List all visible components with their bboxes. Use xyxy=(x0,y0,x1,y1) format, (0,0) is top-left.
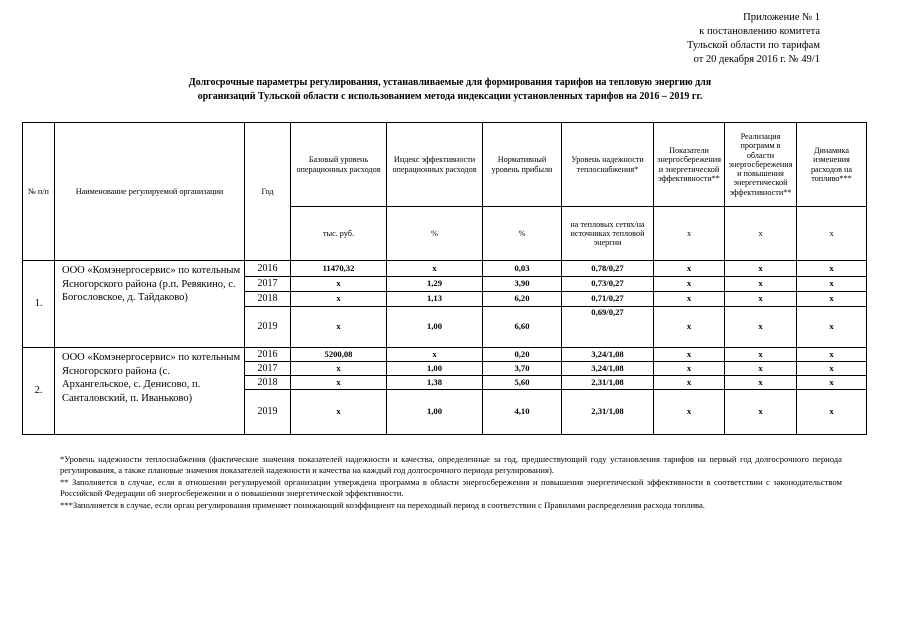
table-row xyxy=(23,261,867,277)
header-reliability: Уровень надежности теплоснабжения* xyxy=(562,123,654,207)
org-name: ООО «Комэнергосервис» по котельным Ясногорского района (с. Архангельское, с. Денисово, п. Санталовский, п. Иваньково) xyxy=(55,348,245,435)
profit-cell: 5,60 xyxy=(483,376,562,390)
dynamics-cell: х xyxy=(797,362,867,376)
programs-cell: х xyxy=(725,261,797,277)
header-org: Наименование регулируемой организации xyxy=(55,123,245,261)
year-cell: 2019 xyxy=(245,390,291,435)
programs-cell: х xyxy=(725,292,797,307)
base-cell: х xyxy=(291,277,387,292)
energy-eff-cell: х xyxy=(654,277,725,292)
header-programs: Реализация программ в области энергосбережения и повышения энергетической эффективности** xyxy=(725,123,797,207)
unit-dynamics: х xyxy=(797,207,867,261)
document-title xyxy=(60,76,840,103)
header-energy-eff: Показатели энергосбережения и энергетической эффективности** xyxy=(654,123,725,207)
reliability-cell: 0,78/0,27 xyxy=(562,261,654,277)
year-cell: 2019 xyxy=(245,307,291,348)
index-cell: 1,13 xyxy=(387,292,483,307)
energy-eff-cell: х xyxy=(654,348,725,362)
header-dynamics: Динамика изменения расходов на топливо*** xyxy=(797,123,867,207)
title-line-2: организаций Тульской области с использованием метода индексации установленных тарифов на 2016 – 2019 гг. xyxy=(197,90,703,102)
appendix-line-4: от 20 декабря 2016 г. № 49/1 xyxy=(693,54,820,65)
appendix-line-3: Тульской области по тарифам xyxy=(686,40,820,51)
org-number: 1. xyxy=(23,261,55,348)
index-cell: 1,38 xyxy=(387,376,483,390)
base-cell: 5200,08 xyxy=(291,348,387,362)
table-row xyxy=(23,348,867,362)
reliability-cell: 3,24/1,08 xyxy=(562,362,654,376)
index-cell: х xyxy=(387,261,483,277)
appendix-line-1: Приложение № 1 xyxy=(743,12,820,23)
energy-eff-cell: х xyxy=(654,390,725,435)
year-cell: 2016 xyxy=(245,348,291,362)
dynamics-cell: х xyxy=(797,277,867,292)
header-index: Индекс эффективности операционных расходов xyxy=(387,123,483,207)
unit-programs: х xyxy=(725,207,797,261)
index-cell: х xyxy=(387,348,483,362)
programs-cell: х xyxy=(725,307,797,348)
unit-energy-eff: х xyxy=(654,207,725,261)
year-cell: 2017 xyxy=(245,277,291,292)
footnote-fuel-dynamics: ***Заполняется в случае, если орган регулирования применяет понижающий коэффициент на переходный период в соответствии с Правилами распределения расхода топлива. xyxy=(60,499,705,510)
reliability-cell: 3,24/1,08 xyxy=(562,348,654,362)
programs-cell: х xyxy=(725,376,797,390)
title-line-1: Долгосрочные параметры регулирования, устанавливаемые для формирования тарифов на тепловую энергию для xyxy=(188,77,712,88)
footnotes xyxy=(60,454,842,511)
unit-index: % xyxy=(387,207,483,261)
index-cell: 1,00 xyxy=(387,390,483,435)
dynamics-cell: х xyxy=(797,348,867,362)
energy-eff-cell: х xyxy=(654,376,725,390)
index-cell: 1,00 xyxy=(387,307,483,348)
profit-cell: 4,10 xyxy=(483,390,562,435)
reliability-cell: 2,31/1,08 xyxy=(562,376,654,390)
header-row xyxy=(23,123,867,207)
unit-reliability: на тепловых сетях/на источниках тепловой энергии xyxy=(562,207,654,261)
org-name: ООО «Комэнергосервис» по котельным Ясногорского района (р.п. Ревякино, с. Богословское, д. Тайдаково) xyxy=(55,261,245,348)
header-year: Год xyxy=(245,123,291,261)
profit-cell: 0,03 xyxy=(483,261,562,277)
profit-cell: 3,70 xyxy=(483,362,562,376)
dynamics-cell: х xyxy=(797,390,867,435)
energy-eff-cell: х xyxy=(654,261,725,277)
base-cell: х xyxy=(291,390,387,435)
programs-cell: х xyxy=(725,348,797,362)
unit-base: тыс. руб. xyxy=(291,207,387,261)
reliability-cell: 0,71/0,27 xyxy=(562,292,654,307)
year-cell: 2018 xyxy=(245,376,291,390)
base-cell: 11470,32 xyxy=(291,261,387,277)
base-cell: х xyxy=(291,292,387,307)
index-cell: 1,00 xyxy=(387,362,483,376)
appendix-header xyxy=(560,11,820,67)
dynamics-cell: х xyxy=(797,292,867,307)
appendix-line-2: к постановлению комитета xyxy=(699,26,820,37)
energy-eff-cell: х xyxy=(654,307,725,348)
year-cell: 2016 xyxy=(245,261,291,277)
regulation-parameters-table xyxy=(22,122,867,435)
profit-cell: 3,90 xyxy=(483,277,562,292)
header-base: Базовый уровень операционных расходов xyxy=(291,123,387,207)
dynamics-cell: х xyxy=(797,376,867,390)
profit-cell: 0,20 xyxy=(483,348,562,362)
dynamics-cell: х xyxy=(797,307,867,348)
profit-cell: 6,60 xyxy=(483,307,562,348)
index-cell: 1,29 xyxy=(387,277,483,292)
energy-eff-cell: х xyxy=(654,292,725,307)
footnote-energy-programs: ** Заполняется в случае, если в отношении регулируемой организации утверждена программа в области энергосбережения и повышения энергетической эффективности в соответствии с законодательством Российской Федерации об энергосбережении и о повышении энергетической эффективности. xyxy=(60,476,842,499)
dynamics-cell: х xyxy=(797,261,867,277)
footnote-reliability: *Уровень надежности теплоснабжения (фактические значения показателей надежности и качества, определенные за год, предшествующий году установления тарифов на первый год долгосрочного периода регулирования, а также плановые значения показателей надежности и качества на каждый год долгосрочного периода регулирования). xyxy=(60,454,842,476)
reliability-cell: 0,69/0,27 xyxy=(562,307,654,348)
header-profit: Нормативный уровень прибыли xyxy=(483,123,562,207)
energy-eff-cell: х xyxy=(654,362,725,376)
reliability-cell: 2,31/1,08 xyxy=(562,390,654,435)
org-number: 2. xyxy=(23,348,55,435)
unit-profit: % xyxy=(483,207,562,261)
base-cell: х xyxy=(291,376,387,390)
profit-cell: 6,20 xyxy=(483,292,562,307)
base-cell: х xyxy=(291,307,387,348)
year-cell: 2018 xyxy=(245,292,291,307)
programs-cell: х xyxy=(725,390,797,435)
programs-cell: х xyxy=(725,277,797,292)
header-num: № п/п xyxy=(23,123,55,261)
base-cell: х xyxy=(291,362,387,376)
year-cell: 2017 xyxy=(245,362,291,376)
reliability-cell: 0,73/0,27 xyxy=(562,277,654,292)
programs-cell: х xyxy=(725,362,797,376)
